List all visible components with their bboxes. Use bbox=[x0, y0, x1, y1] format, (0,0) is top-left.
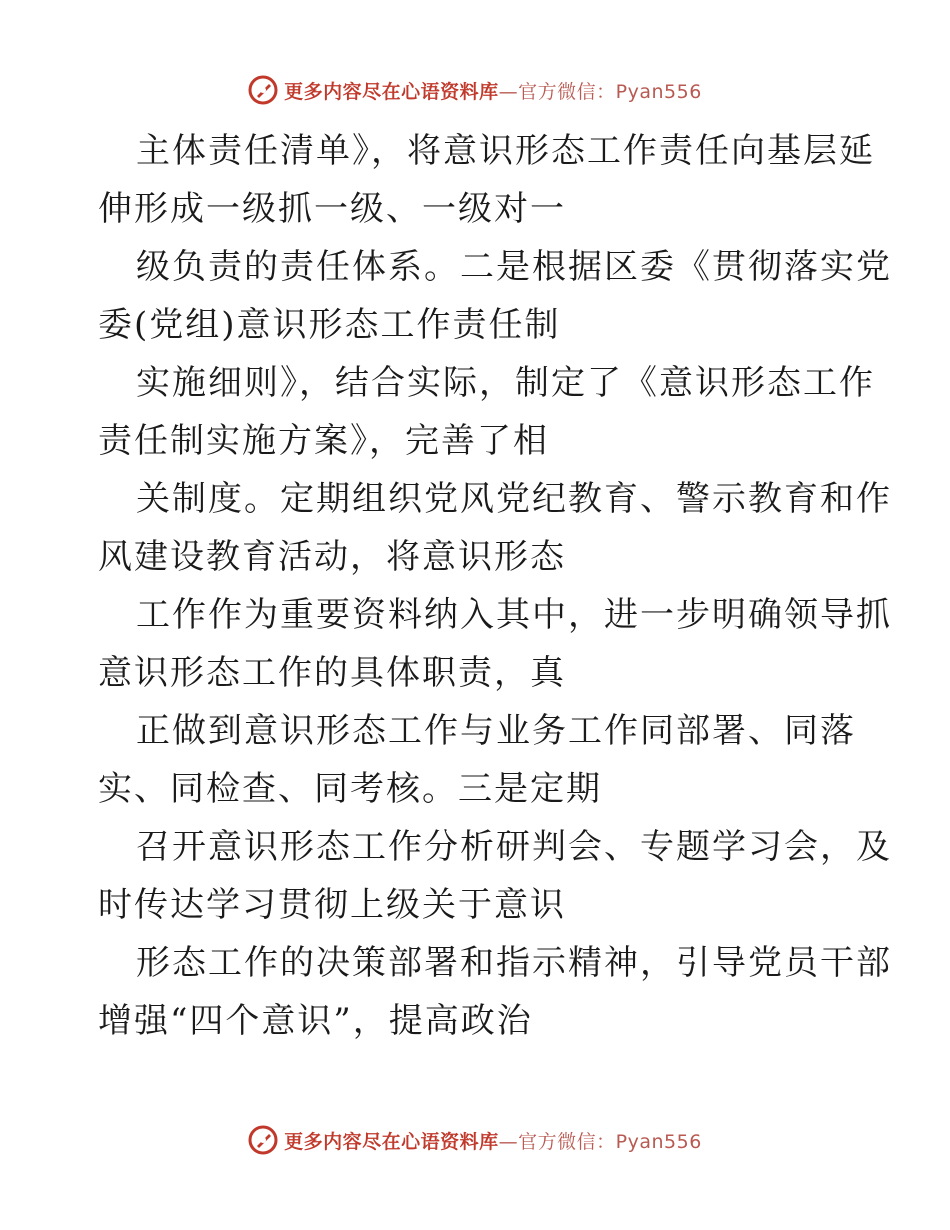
watermark-dash: — bbox=[498, 1130, 519, 1153]
paragraph-line: 责任制实施方案》，完善了相 bbox=[98, 421, 549, 461]
paragraph-line: 增强“四个意识”，提高政治 bbox=[98, 1001, 533, 1041]
watermark-wechat: 官方微信：Pyan556 bbox=[518, 80, 702, 103]
watermark-dash: — bbox=[498, 80, 519, 103]
paragraph-line: 工作作为重要资料纳入其中，进一步明确领导抓 bbox=[136, 595, 892, 635]
watermark-brand: 更多内容尽在心语资料库 bbox=[284, 1130, 499, 1153]
paragraph-line: 主体责任清单》，将意识形态工作责任向基层延 bbox=[136, 131, 875, 171]
paragraph-line: 委(党组)意识形态工作责任制 bbox=[98, 305, 561, 345]
watermark-text bbox=[284, 77, 702, 104]
header-watermark bbox=[0, 72, 950, 108]
paragraph-line: 召开意识形态工作分析研判会、专题学习会，及 bbox=[136, 827, 892, 867]
pen-logo-icon bbox=[248, 75, 278, 105]
pen-logo-icon bbox=[248, 1125, 278, 1155]
paragraph-line: 时传达学习贯彻上级关于意识 bbox=[98, 885, 566, 925]
footer-watermark bbox=[0, 1122, 950, 1158]
watermark-wechat: 官方微信：Pyan556 bbox=[518, 1130, 702, 1153]
paragraph-line: 实施细则》，结合实际，制定了《意识形态工作 bbox=[136, 363, 875, 403]
paragraph-line: 伸形成一级抓一级、一级对一 bbox=[98, 189, 566, 229]
paragraph-line: 关制度。定期组织党风党纪教育、警示教育和作 bbox=[136, 479, 892, 519]
paragraph-line: 意识形态工作的具体职责，真 bbox=[98, 653, 566, 693]
watermark-text bbox=[284, 1127, 702, 1154]
document-body bbox=[98, 122, 892, 1050]
paragraph-line: 风建设教育活动，将意识形态 bbox=[98, 537, 566, 577]
watermark-brand: 更多内容尽在心语资料库 bbox=[284, 80, 499, 103]
paragraph-line: 形态工作的决策部署和指示精神，引导党员干部 bbox=[136, 943, 892, 983]
paragraph-line: 级负责的责任体系。二是根据区委《贯彻落实党 bbox=[136, 247, 892, 287]
paragraph-line: 正做到意识形态工作与业务工作同部署、同落 bbox=[136, 711, 856, 751]
paragraph-line: 实、同检查、同考核。三是定期 bbox=[98, 769, 602, 809]
